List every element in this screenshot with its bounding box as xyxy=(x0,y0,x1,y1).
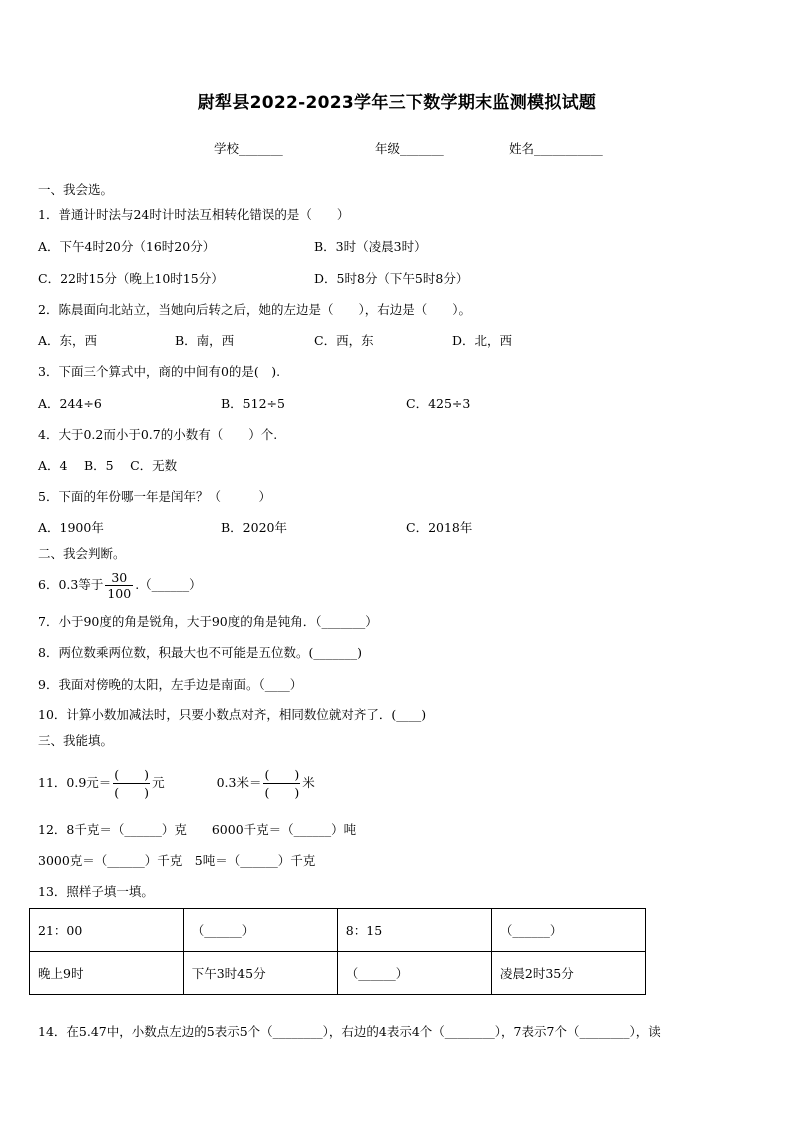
question-14[interactable]: 14．在5.47中，小数点左边的5表示5个（________），右边的4表示4个（________），7表示7个（________），读 xyxy=(38,1024,661,1039)
q5-option-b[interactable]: B．2020年 xyxy=(221,520,287,535)
q11-blank-top-1[interactable]: ( ) xyxy=(114,767,150,782)
q11-mid: 0.3米＝ xyxy=(216,775,262,790)
q11-fraction-yuan[interactable] xyxy=(113,766,150,801)
question-7[interactable]: 7．小于90度的角是锐角，大于90度的角是钝角．（_______） xyxy=(38,614,378,629)
q3-option-a[interactable]: A．244÷6 xyxy=(38,396,102,411)
q1-option-c[interactable]: C．22时15分（晚上10时15分） xyxy=(38,271,224,286)
q5-option-c[interactable]: C．2018年 xyxy=(406,520,473,535)
question-9[interactable]: 9．我面对傍晚的太阳，左手边是南面。（____） xyxy=(38,677,303,692)
q3-option-b[interactable]: B．512÷5 xyxy=(221,396,285,411)
question-6 xyxy=(38,566,202,604)
q11-prefix: 11．0.9元＝ xyxy=(38,775,112,790)
question-10[interactable]: 10．计算小数加减法时，只要小数点对齐，相同数位就对齐了．(____) xyxy=(38,707,427,722)
table-row xyxy=(30,909,646,952)
question-2: 2．陈晨面向北站立，当她向后转之后，她的左边是（ ），右边是（ ）。 xyxy=(38,302,471,317)
q6-fraction xyxy=(105,570,133,601)
question-12-line-1[interactable]: 12．8千克＝（______）克 6000千克＝（______）吨 xyxy=(38,822,357,837)
q2-option-a[interactable]: A．东，西 xyxy=(38,333,98,348)
q6-denominator: 100 xyxy=(107,586,132,601)
q1-option-b[interactable]: B．3时（凌晨3时） xyxy=(314,239,427,254)
q11-blank-top-2[interactable]: ( ) xyxy=(264,767,300,782)
q3-option-c[interactable]: C．425÷3 xyxy=(406,396,471,411)
question-1: 1．普通计时法与24时计时法互相转化错误的是（ ） xyxy=(38,207,350,222)
table-row xyxy=(30,952,646,995)
question-12-line-2[interactable]: 3000克＝（______）千克 5吨＝（______）千克 xyxy=(38,853,316,868)
q6-suffix[interactable]: .（______） xyxy=(135,577,202,592)
question-11 xyxy=(38,762,315,804)
table-cell: 8：15 xyxy=(337,909,491,952)
table-cell: 下午3时45分 xyxy=(183,952,337,995)
q11-blank-bot-2[interactable]: ( ) xyxy=(264,785,300,800)
q11-unit-mi: 米 xyxy=(302,775,315,790)
section-heading-judge: 二、我会判断。 xyxy=(38,546,126,561)
q13-table xyxy=(29,908,646,995)
question-8[interactable]: 8．两位数乘两位数，积最大也不可能是五位数。(_______) xyxy=(38,645,362,660)
table-cell: 凌晨2时35分 xyxy=(491,952,645,995)
q2-option-c[interactable]: C．西，东 xyxy=(314,333,374,348)
q2-option-d[interactable]: D．北，西 xyxy=(452,333,513,348)
question-5: 5．下面的年份哪一年是闰年？（ ） xyxy=(38,489,271,504)
name-field[interactable]: 姓名___________ xyxy=(509,141,603,156)
q11-blank-bot-1[interactable]: ( ) xyxy=(114,785,150,800)
table-cell-blank[interactable]: （______） xyxy=(337,952,491,995)
table-cell-blank[interactable]: （______） xyxy=(183,909,337,952)
grade-field[interactable]: 年级_______ xyxy=(375,141,444,156)
q2-option-b[interactable]: B．南，西 xyxy=(175,333,235,348)
table-cell: 晚上9时 xyxy=(30,952,184,995)
q6-numerator: 30 xyxy=(105,570,133,586)
section-heading-choose: 一、我会选。 xyxy=(38,182,114,197)
school-field[interactable]: 学校_______ xyxy=(214,141,283,156)
q5-option-a[interactable]: A．1900年 xyxy=(38,520,104,535)
q6-prefix: 6．0.3等于 xyxy=(38,577,104,592)
section-heading-fill: 三、我能填。 xyxy=(38,733,114,748)
q1-option-a[interactable]: A．下午4时20分（16时20分） xyxy=(38,239,216,254)
question-3: 3．下面三个算式中，商的中间有0的是( ). xyxy=(38,364,281,379)
question-13: 13．照样子填一填。 xyxy=(38,884,154,899)
q1-option-d[interactable]: D．5时8分（下午5时8分） xyxy=(314,271,469,286)
q11-unit-yuan: 元 xyxy=(152,775,165,790)
table-cell: 21：00 xyxy=(30,909,184,952)
page-title: 尉犁县2022-2023学年三下数学期末监测模拟试题 xyxy=(197,93,597,113)
question-4: 4．大于0.2而小于0.7的小数有（ ）个. xyxy=(38,427,278,442)
table-cell-blank[interactable]: （______） xyxy=(491,909,645,952)
q4-options[interactable]: A．4 B．5 C．无数 xyxy=(38,458,178,473)
q11-fraction-mi[interactable] xyxy=(263,766,300,801)
